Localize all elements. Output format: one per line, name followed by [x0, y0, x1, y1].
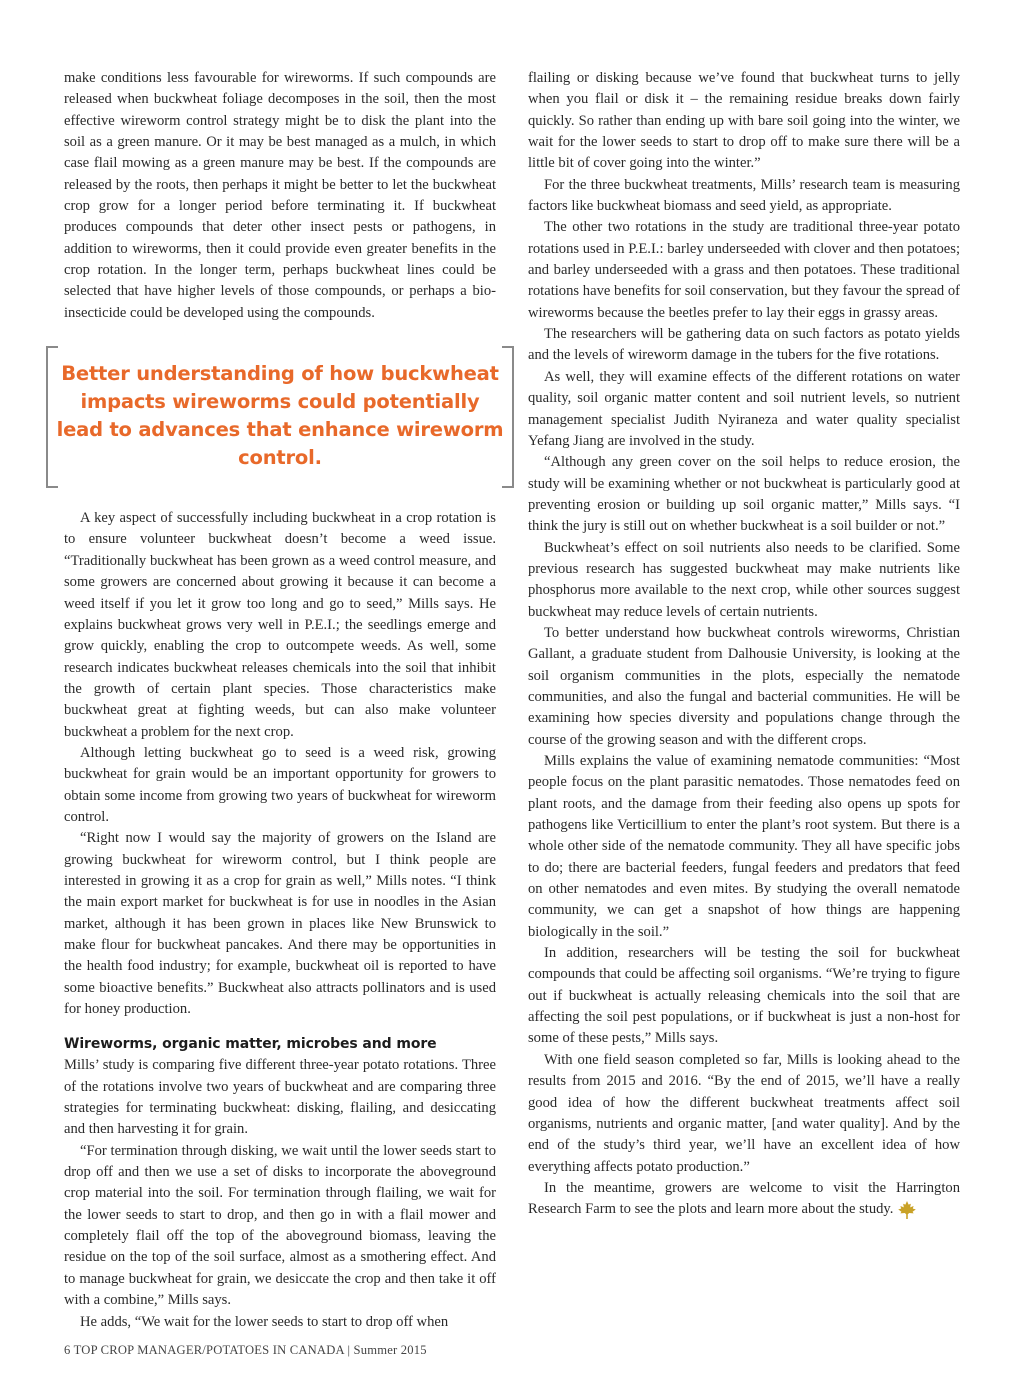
- body-paragraph: As well, they will examine effects of the different rotations on water quality, soil organic matter content and soil nutrient levels, so nutrient management specialist Judith Nyiraneza and water quality specialist Yefang Jiang are involved in the study.: [528, 368, 960, 449]
- body-paragraph: flailing or disking because we’ve found that buckwheat turns to jelly when you flail or disk it – the remaining residue breaks down fairly quickly. So rather than ending up with bare soil going into the winter, we wait for the lower seeds to start to drop off to make sure there will be a little bit of cover going into the winter.”: [528, 70, 960, 172]
- body-paragraph: The researchers will be gathering data on such factors as potato yields and the levels of wireworm damage in the tubers for the five rotations.: [528, 326, 960, 364]
- body-paragraph: Mills explains the value of examining nematode communities: “Most people focus on the plant parasitic nematodes. Those nematodes feed on plant roots, and the damage from their feeding also opens up spots for pathogens like Verticillium to enter the plant’s root system. But there is a whole other side of the nematode community. They all have specific jobs to do; there are bacterial feeders, fungal feeders and predators that feed on other nematodes and even mites. By studying the overall nematode community, we can get a snapshot of how things are happening biologically in the soil.”: [528, 753, 960, 940]
- body-paragraph: In addition, researchers will be testing the soil for buckwheat compounds that could be affecting soil organisms. “We’re trying to figure out if buckwheat is actually releasing chemicals into the soil that are affecting the soil pest populations, or if buckwheat is just a non-host for some of these pests,” Mills says.: [528, 945, 960, 1047]
- final-paragraph-text: In the meantime, growers are welcome to visit the Harrington Research Farm to see the plots and learn more about the study.: [528, 1179, 960, 1218]
- body-paragraph: The other two rotations in the study are traditional three-year potato rotations used in P.E.I.: barley underseeded with clover and then potatoes; and barley underseeded with a grass and then potatoes. These traditional rotations have benefits for soil conservation, but they favour the spread of wireworms because the beetles prefer to lay their eggs in grassy areas.: [528, 219, 960, 321]
- bracket-left: [46, 346, 58, 488]
- body-paragraph: Buckwheat’s effect on soil nutrients also needs to be clarified. Some previous research has suggested buckwheat may make nutrients like phosphorus more available to the next crop, while other sources suggest buckwheat may reduce levels of certain nutrients.: [528, 539, 960, 620]
- body-paragraph: A key aspect of successfully including buckwheat in a crop rotation is to ensure volunteer buckwheat doesn’t become a weed issue. “Traditionally buckwheat has been grown as a weed control measure, and some growers are concerned about growing it because it can become a weed itself if you let it grow too long and go to seed,” Mills says. He explains buckwheat grows very well in P.E.I.; the seedlings emerge and grow quickly, enabling the crop to outcompete weeds. As well, some research indicates buckwheat releases chemicals into the soil that inhibit the growth of certain plant species. Those characteristics make buckwheat great at fighting weeds, but can also make volunteer buckwheat a problem for the next crop.: [64, 510, 496, 740]
- body-paragraph: Although letting buckwheat go to seed is a weed risk, growing buckwheat for grain would be an important opportunity for growers to obtain some income from growing two years of buckwheat for wireworm control.: [64, 744, 496, 825]
- right-column: [528, 68, 960, 1221]
- pull-quote-text: Better understanding of how buckwheat impacts wireworms could potentially lead to advances that enhance wireworm control.: [56, 362, 504, 470]
- body-paragraph: He adds, “We wait for the lower seeds to start to drop off when: [80, 1313, 449, 1330]
- section-subhead: Wireworms, organic matter, microbes and more: [64, 1036, 437, 1053]
- body-paragraph: “For termination through disking, we wait until the lower seeds start to drop off and then we use a set of disks to incorporate the aboveground crop material into the soil. For termination through flailing, we wait for the lower seeds to start to drop, and then go in with a flail mower and completely flail off the top of the aboveground biomass, leaving the residue on the top of the soil surface, almost as a smothering effect. And to manage buckwheat for grain, we desiccate the crop and then take it off with a combine,” Mills says.: [64, 1142, 496, 1309]
- body-paragraph: “Although any green cover on the soil helps to reduce erosion, the study will be examining whether or not buckwheat is particularly good at preventing erosion or building up soil organic matter,” Mills says. “I think the jury is still out on whether buckwheat is a soil builder or not.”: [528, 454, 960, 535]
- page-footer: 6 TOP CROP MANAGER/POTATOES IN CANADA | Summer 2015: [64, 1343, 427, 1357]
- body-paragraph-final: [528, 1178, 960, 1221]
- body-paragraph: Mills’ study is comparing five different three-year potato rotations. Three of the rotations involve two years of buckwheat and are comparing three strategies for terminating buckwheat: disking, flailing, and desiccating and then harvesting it for grain.: [64, 1057, 496, 1138]
- bracket-right: [502, 346, 514, 488]
- body-paragraph: “Right now I would say the majority of growers on the Island are growing buckwheat for wireworm control, but I think people are interested in growing it as a crop for grain as well,” Mills notes. “I think the main export market for buckwheat is for use in noodles in the Asian market, although it has been grown in places like New Brunswick to make flour for buckwheat pancakes. And there may be opportunities in the health food industry; for example, buckwheat oil is reported to have some bioactive benefits.” Buckwheat also attracts pollinators and is used for honey production.: [64, 830, 496, 1018]
- body-paragraph: With one field season completed so far, Mills is looking ahead to the results from 2015 and 2016. “By the end of 2015, we’ll have a really good idea of how the different buckwheat treatments affect soil organisms, nutrients and organic matter, [and water quality]. And by the end of the study’s third year, we’ll have an excellent idea of how everything affects potato production.”: [528, 1051, 960, 1175]
- maple-leaf-icon: [897, 1200, 917, 1220]
- pull-quote: [46, 346, 514, 488]
- left-column: [56, 68, 504, 1333]
- body-paragraph: To better understand how buckwheat controls wireworms, Christian Gallant, a graduate student from Dalhousie University, is looking at the soil organism communities in the plots, especially the nematode communities, and also the fungal and bacterial communities. He will be examining how species diversity and populations change through the course of the growing season and with the different crops.: [528, 624, 960, 748]
- body-paragraph: make conditions less favourable for wireworms. If such compounds are released when buckwheat foliage decomposes in the soil, then the most effective wireworm control strategy might be to disk the plant into the soil as a green manure. Or it may be best managed as a mulch, in which case flail mowing as a green manure may be best. If the compounds are released by the roots, then perhaps it might be better to let the buckwheat crop grow for a longer period before terminating it. If buckwheat produces compounds that deter other insect pests or pathogens, in addition to wireworms, then it could provide even greater benefits in the crop rotation. In the longer term, perhaps buckwheat lines could be selected that have higher levels of those compounds, or perhaps a bio-insecticide could be developed using the compounds.: [64, 70, 496, 321]
- section-gap: [64, 1020, 496, 1034]
- body-paragraph: For the three buckwheat treatments, Mills’ research team is measuring factors like buckwheat biomass and seed yield, as appropriate.: [528, 176, 960, 215]
